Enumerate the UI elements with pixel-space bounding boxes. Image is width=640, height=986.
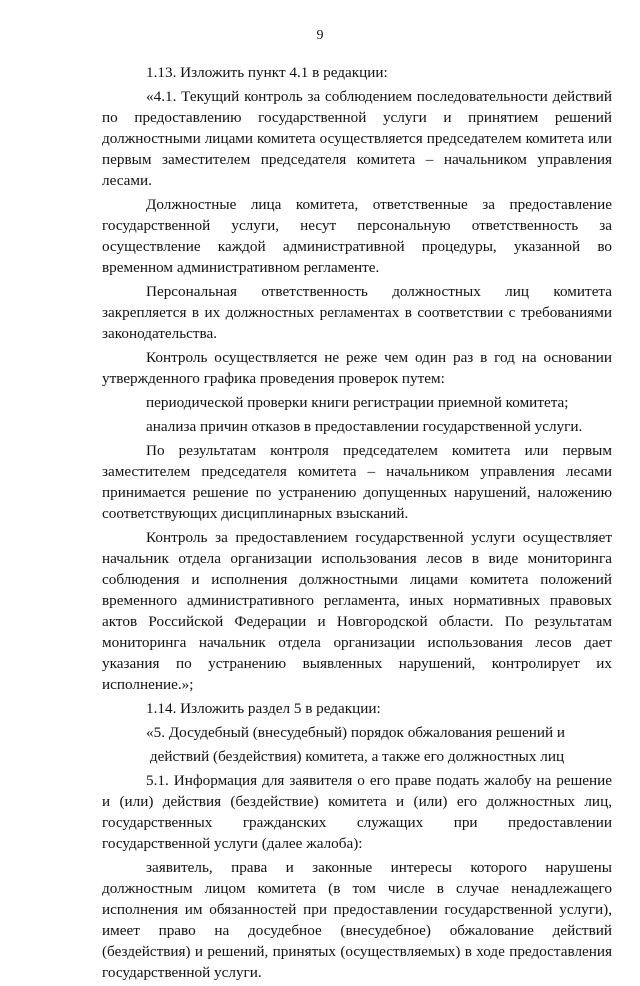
paragraph-control-frequency: Контроль осуществляется не реже чем один раз в год на основании утвержденного графика проведения проверок путем: (102, 349, 612, 387)
paragraph-personal-responsibility: Персональная ответственность должностных лиц комитета закрепляется в их должностных регламентах в соответствии с требованиями законодательства. (102, 283, 612, 342)
section-5-title-line-1: «5. Досудебный (внесудебный) порядок обжалования решений и (146, 724, 566, 741)
section-5-title-line-2: действий (бездействия) комитета, а также его должностных лиц (149, 748, 565, 765)
document-body (102, 62, 612, 986)
paragraph-5-1: 5.1. Информация для заявителя о его праве подать жалобу на решение и (или) действия (бездействие) комитета и (или) его должностных лиц, государственных гражданских служащих при предоставлении государственной услуги (далее жалоба): (102, 772, 612, 852)
paragraph-applicant-rights: заявитель, права и законные интересы которого нарушены должностным лицом комитета (в том числе в случае ненадлежащего исполнения им обязанностей при предоставлении государственной услуги), имеет право на досудебное (внесудебное) обжалование действий (бездействия) и решений, принятых (осуществляемых) в ходе предоставления государственной услуги. (102, 859, 612, 981)
page-number: 9 (316, 28, 324, 43)
list-item-refusal-analysis: анализа причин отказов в предоставлении государственной услуги. (146, 418, 583, 435)
paragraph-4-1: «4.1. Текущий контроль за соблюдением последовательности действий по предоставлению государственной услуги и принятием решений должностными лицами комитета осуществляется председателем комитета или первым заместителем председателя комитета – начальником управления лесами. (102, 88, 612, 189)
paragraph-control-results: По результатам контроля председателем комитета или первым заместителем председателя комитета – начальником управления лесами принимается решение по устранению допущенных нарушений, наложению соответствующих дисциплинарных взысканий. (102, 442, 612, 522)
paragraph-1-14: 1.14. Изложить раздел 5 в редакции: (146, 700, 381, 717)
paragraph-responsibility: Должностные лица комитета, ответственные за предоставление государственной услуги, несут персональную ответственность за осуществление каждой административной процедуры, указанной во временном административном регламенте. (102, 196, 612, 276)
paragraph-1-13: 1.13. Изложить пункт 4.1 в редакции: (146, 64, 388, 81)
list-item-periodic-check: периодической проверки книги регистрации приемной комитета; (146, 394, 569, 411)
paragraph-monitoring: Контроль за предоставлением государственной услуги осуществляет начальник отдела организации использования лесов в виде мониторинга соблюдения и исполнения должностными лицами комитета положений временного административного регламента, иных нормативных правовых актов Российской Федерации и Новгородской области. По результатам мониторинга начальник отдела организации использования лесов дает указания по устранению выявленных нарушений, контролирует их исполнение.»; (102, 529, 612, 693)
